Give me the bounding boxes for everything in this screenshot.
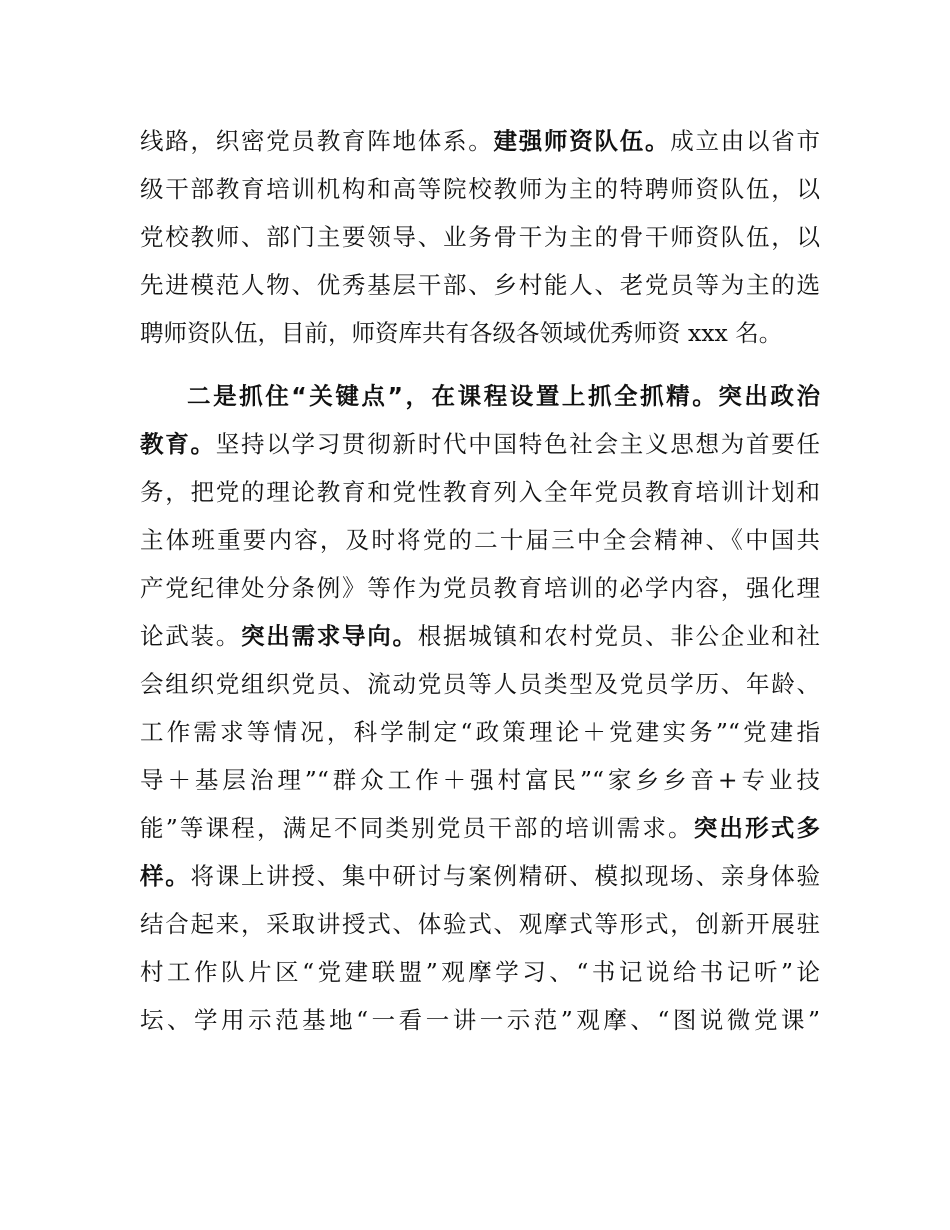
- bold-heading-run: 建强师资队伍。: [493, 127, 671, 155]
- text-run: 务，把党的理论教育和党性教育列入全年党员教育培训计划和: [140, 478, 820, 506]
- text-run: 先进模范人物、优秀基层干部、乡村能人、老党员等为主的选: [140, 271, 820, 299]
- text-run: 会组织党组织党员、流动党员等人员类型及党员学历、年龄、: [140, 670, 820, 698]
- text-run: 党校教师、部门主要领导、业务骨干为主的骨干师资队伍，以: [140, 223, 820, 251]
- text-run: 村工作队片区“党建联盟”观摩学习、“书记说给书记听”论: [140, 958, 820, 986]
- paragraph-2-line-5: [140, 565, 820, 611]
- paragraph-2-line-13: [140, 949, 820, 995]
- paragraph-2-line-10: [140, 805, 820, 851]
- text-run: 产党纪律处分条例》等作为党员教育培训的必学内容，强化理: [140, 574, 820, 602]
- text-run: 主体班重要内容，及时将党的二十届三中全会精神、《中国共: [140, 526, 820, 554]
- text-run: 论武装。: [140, 622, 241, 650]
- text-run: 工作需求等情况，科学制定“政策理论＋党建实务”“党建指: [140, 718, 820, 746]
- bold-heading-run: 教育。: [140, 430, 216, 458]
- text-run: 成立由以省市: [670, 127, 820, 155]
- paragraph-2-line-4: [140, 517, 820, 563]
- text-run: 根据城镇和农村党员、非公企业和社: [417, 622, 820, 650]
- text-run: 坚持以学习贯彻新时代中国特色社会主义思想为首要任: [215, 430, 820, 458]
- paragraph-2-line-2: [140, 421, 820, 467]
- paragraph-2-line-1: [140, 373, 820, 419]
- text-run: 坛、学用示范基地“一看一讲一示范”观摩、“图说微党课”: [140, 1006, 820, 1034]
- bold-heading-run: 突出形式多: [693, 814, 820, 842]
- paragraph-2-line-9: [140, 757, 820, 803]
- text-run: 导＋基层治理”“群众工作＋强村富民”“家乡乡音+专业技: [140, 766, 820, 794]
- paragraph-1-line-1: [140, 118, 820, 164]
- text-run: 聘师资队伍，目前，师资库共有各级各领域优秀师资 xxx 名。: [140, 319, 783, 347]
- paragraph-2-line-6: [140, 613, 820, 659]
- text-run: 结合起来，采取讲授式、体验式、观摩式等形式，创新开展驻: [140, 910, 820, 938]
- paragraph-2-line-8: [140, 709, 820, 755]
- paragraph-1-line-2: [140, 166, 820, 212]
- paragraph-1-line-3: [140, 214, 820, 260]
- bold-heading-run: 样。: [140, 862, 191, 890]
- text-run: 级干部教育培训机构和高等院校教师为主的特聘师资队伍，以: [140, 175, 820, 203]
- paragraph-2-line-12: [140, 901, 820, 947]
- bold-heading-run: 突出需求导向。: [241, 622, 418, 650]
- paragraph-1-line-5: [140, 310, 782, 356]
- paragraph-2-line-14: [140, 997, 820, 1043]
- text-run: 能”等课程，满足不同类别党员干部的培训需求。: [140, 814, 694, 842]
- paragraph-2-line-7: [140, 661, 820, 707]
- paragraph-2-line-3: [140, 469, 820, 515]
- text-run: 将课上讲授、集中研讨与案例精研、模拟现场、亲身体验: [190, 862, 820, 890]
- paragraph-2-line-11: [140, 853, 820, 899]
- text-run: 线路，织密党员教育阵地体系。: [140, 127, 494, 155]
- paragraph-1-line-4: [140, 262, 820, 308]
- bold-heading-run: 二是抓住“关键点”，在课程设置上抓全抓精。突出政治: [187, 382, 820, 410]
